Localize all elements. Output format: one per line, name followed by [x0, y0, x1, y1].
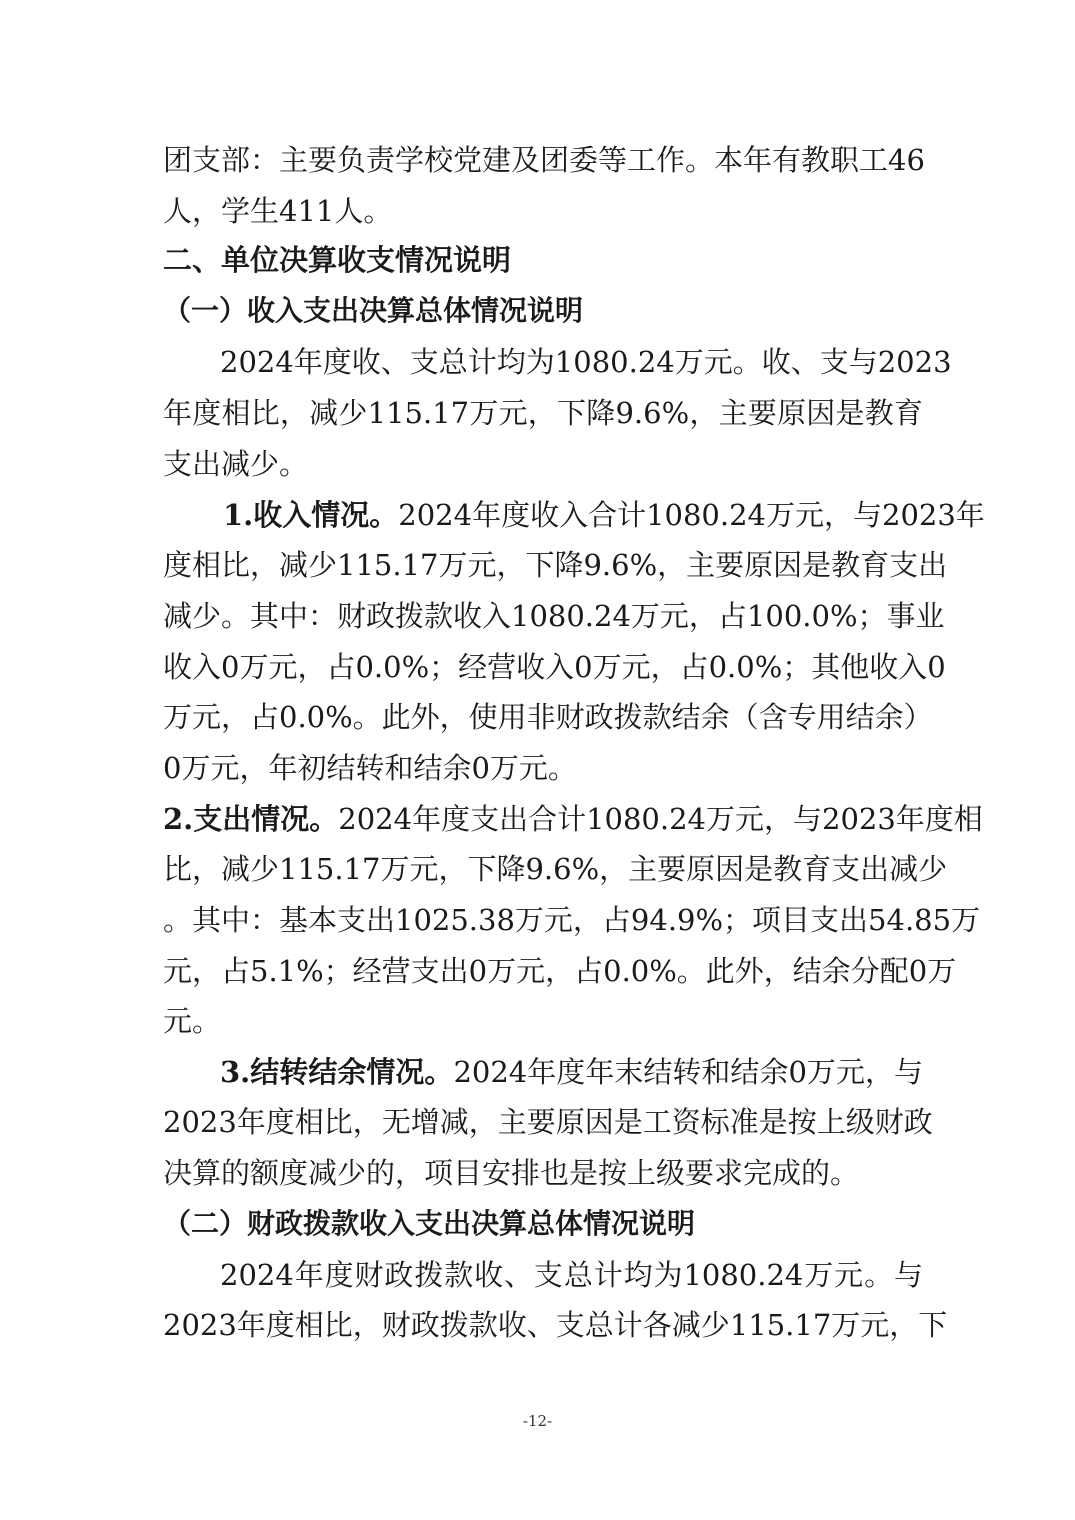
paragraph-line	[220, 1052, 923, 1092]
paragraph-text: 2024年度年末结转和结余0万元，与	[453, 1055, 923, 1089]
paragraph-line	[163, 799, 983, 839]
subsection-heading: （一）收入支出决算总体情况说明	[163, 294, 584, 327]
paragraph-line: 。其中：基本支出1025.38万元，占94.9%；项目支出54.85万	[163, 903, 981, 937]
paragraph-line: 团支部：主要负责学校党建及团委等工作。本年有教职工46	[163, 143, 925, 177]
paragraph-line: 万元，占0.0%。此外，使用非财政拨款结余（含专用结余）	[163, 700, 933, 734]
subsection-heading: （二）财政拨款收入支出决算总体情况说明	[163, 1207, 696, 1240]
paragraph-line: 比，减少115.17万元，下降9.6%，主要原因是教育支出减少	[163, 852, 948, 886]
paragraph-line: 2024年度财政拨款收、支总计均为1080.24万元。与	[220, 1258, 923, 1292]
paragraph-line: 人，学生411人。	[163, 194, 393, 228]
paragraph-lead: 1.收入情况。	[223, 498, 399, 532]
paragraph-line: 支出减少。	[163, 447, 309, 481]
paragraph-line	[223, 495, 985, 535]
page-number: -12-	[522, 1412, 553, 1430]
paragraph-line: 2023年度相比，无增减，主要原因是工资标准是按上级财政	[163, 1105, 933, 1139]
paragraph-text: 2024年度收入合计1080.24万元，与2023年	[398, 498, 985, 532]
paragraph-line: 减少。其中：财政拨款收入1080.24万元，占100.0%；事业	[163, 599, 945, 633]
section-heading: 二、单位决算收支情况说明	[163, 243, 512, 277]
paragraph-lead: 2.支出情况。	[163, 802, 339, 836]
paragraph-line: 元。	[163, 1004, 222, 1038]
paragraph-line: 2024年度收、支总计均为1080.24万元。收、支与2023	[220, 345, 952, 379]
paragraph-line: 2023年度相比，财政拨款收、支总计各减少115.17万元，下	[163, 1308, 948, 1342]
paragraph-line: 元，占5.1%；经营支出0万元，占0.0%。此外，结余分配0万	[163, 954, 957, 988]
paragraph-line: 0万元，年初结转和结余0万元。	[163, 751, 577, 785]
paragraph-line: 收入0万元，占0.0%；经营收入0万元，占0.0%；其他收入0	[163, 650, 946, 684]
paragraph-text: 2024年度支出合计1080.24万元，与2023年度相	[338, 802, 983, 836]
paragraph-line: 度相比，减少115.17万元，下降9.6%，主要原因是教育支出	[163, 548, 948, 582]
paragraph-lead: 3.结转结余情况。	[220, 1055, 454, 1089]
paragraph-line: 年度相比，减少115.17万元，下降9.6%，主要原因是教育	[163, 396, 923, 430]
paragraph-line: 决算的额度减少的，项目安排也是按上级要求完成的。	[163, 1156, 860, 1190]
